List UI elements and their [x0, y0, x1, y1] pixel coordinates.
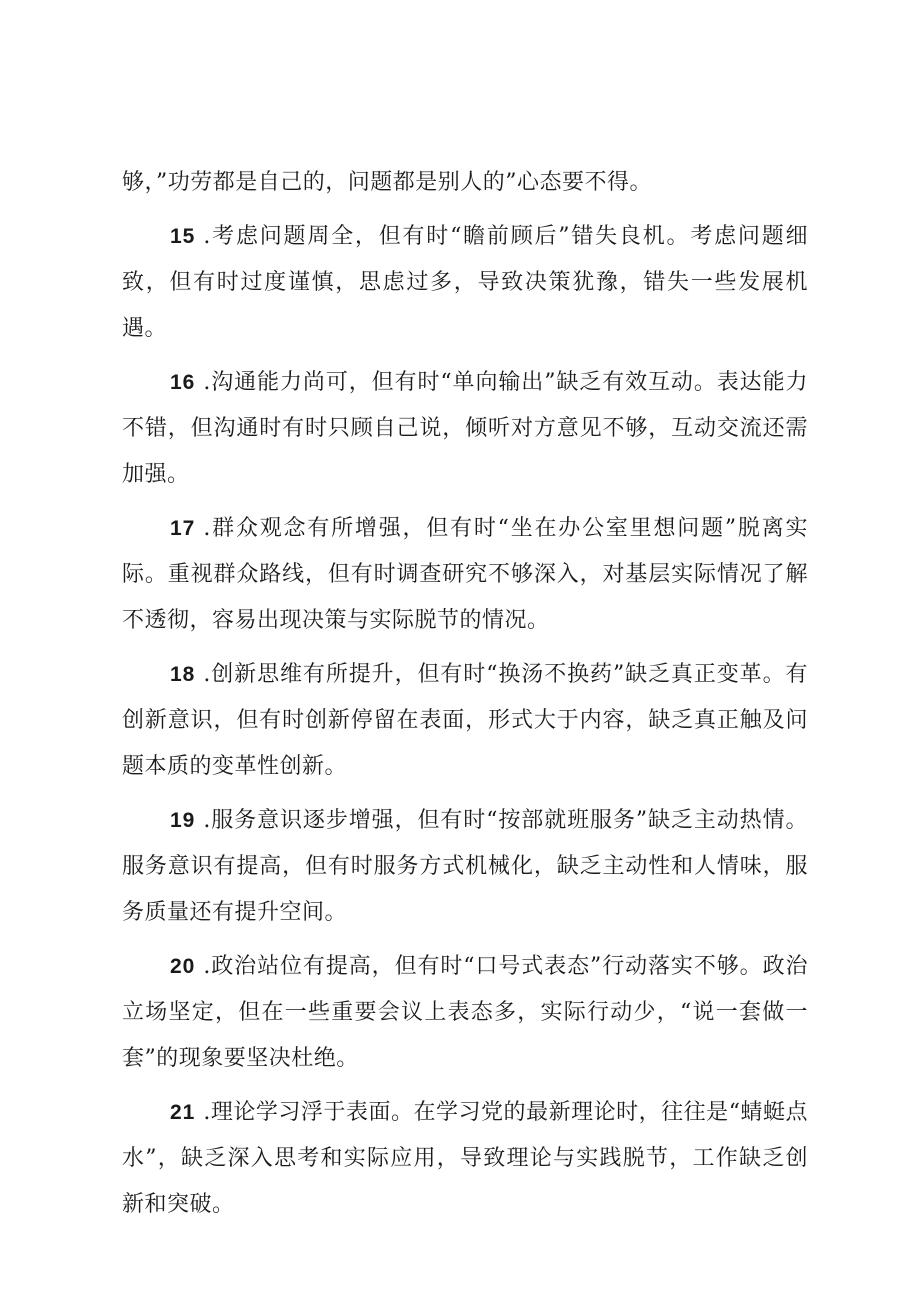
document-body — [122, 160, 808, 1236]
item-number: 21 — [170, 1101, 196, 1124]
item-text: .群众观念有所增强，但有时“坐在办公室里想问题”脱离实际。重视群众路线，但有时调查研究不够深入，对基层实际情况了解不透彻，容易出现决策与实际脱节的情况。 — [122, 516, 808, 633]
item-text: .创新思维有所提升，但有时“换汤不换药”缺乏真正变革。有创新意识，但有时创新停留在表面，形式大于内容，缺乏真正触及问题本质的变革性创新。 — [122, 662, 808, 779]
list-item-19 — [122, 798, 808, 936]
item-number: 16 — [170, 371, 196, 394]
item-text: .服务意识逐步增强，但有时“按部就班服务”缺乏主动热情。服务意识有提高，但有时服务方式机械化，缺乏主动性和人情味，服务质量还有提升空间。 — [122, 808, 808, 925]
list-item-18 — [122, 652, 808, 790]
item-number: 20 — [170, 955, 196, 978]
continuation-paragraph: 够，”功劳都是自己的，问题都是别人的”心态要不得。 — [122, 170, 652, 195]
item-text: .理论学习浮于表面。在学习党的最新理论时，往往是“蜻蜓点水”，缺乏深入思考和实际应用，导致理论与实践脱节，工作缺乏创新和突破。 — [122, 1100, 808, 1217]
item-text: .政治站位有提高，但有时“口号式表态”行动落实不够。政治立场坚定，但在一些重要会议上表态多，实际行动少，“说一套做一套”的现象要坚决杜绝。 — [122, 954, 808, 1071]
item-text: .考虑问题周全，但有时“瞻前顾后”错失良机。考虑问题细致，但有时过度谨慎，思虑过多，导致决策犹豫，错失一些发展机遇。 — [122, 224, 808, 341]
item-text: .沟通能力尚可，但有时“单向输出”缺乏有效互动。表达能力不错，但沟通时有时只顾自己说，倾听对方意见不够，互动交流还需加强。 — [122, 370, 808, 487]
list-item-20 — [122, 944, 808, 1082]
item-number: 15 — [170, 225, 196, 248]
list-item-16 — [122, 360, 808, 498]
list-item-21 — [122, 1090, 808, 1228]
list-item-15 — [122, 214, 808, 352]
list-item-17 — [122, 506, 808, 644]
item-number: 18 — [170, 663, 196, 686]
item-number: 19 — [170, 809, 196, 832]
item-number: 17 — [170, 517, 196, 540]
